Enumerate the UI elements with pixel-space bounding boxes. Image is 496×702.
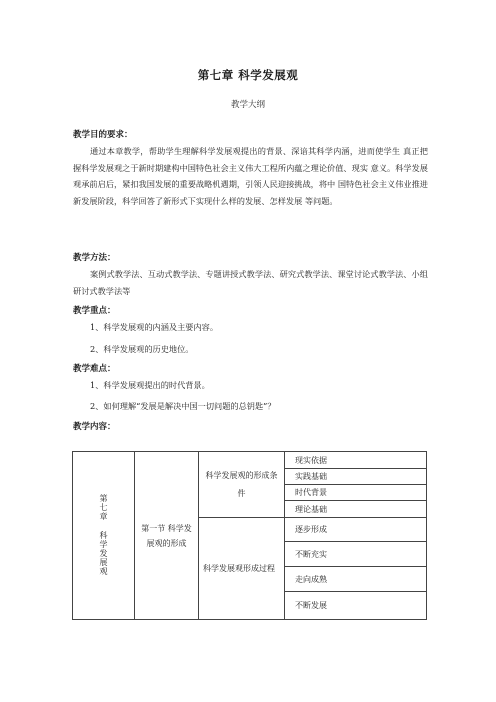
group-label-process: 科学发展观形成过程: [199, 518, 285, 620]
objectives-line: 蕴之理论价值、现实 意义。科学发展观承前启后，紧扣我国发展的重要战略机: [73, 162, 428, 189]
content-heading: 教学内容：: [73, 422, 116, 432]
difficulty-item: 2、如何理解“发展是解决中国一切问题的总钥匙”？: [90, 401, 276, 411]
content-outline-table: [72, 451, 427, 620]
outline-item: 实践基础: [285, 469, 427, 485]
outline-item: 不断发展: [285, 592, 427, 620]
methods-text: [73, 266, 428, 299]
outline-item: 逐步形成: [285, 518, 427, 542]
objectives-line: 答了新形式下实现什么样的发展、怎样发展 等问题。: [146, 195, 338, 206]
objectives-heading: 教学目的要求：: [73, 130, 133, 140]
outline-item: 现实依据: [285, 452, 427, 469]
objectives-text: [73, 143, 428, 209]
objectives-line: 而使学生 真正把握科学发展观之于新时期建构中国特色社会主义伟大工程所内: [73, 146, 428, 173]
chapter-title: 第七章 科学发展观: [197, 68, 299, 82]
document-subtitle: 教学大纲: [230, 100, 265, 110]
outline-item: 不断充实: [285, 542, 427, 567]
methods-line: 案例式教学法、互动式教学法、专题讲授式教学法、研究式教学法、课堂讨: [90, 269, 363, 279]
chapter-label: 第七章 科学发展观: [99, 493, 108, 576]
difficulties-heading: 教学难点：: [73, 364, 116, 374]
outline-item: 走向成熟: [285, 567, 427, 592]
outline-item: 理论基础: [285, 501, 427, 518]
key-point-item: 1、科学发展观的内涵及主要内容。: [90, 322, 219, 332]
methods-heading: 教学方法：: [73, 253, 116, 263]
group-label-conditions: 科学发展观的形成条件: [199, 452, 285, 518]
objectives-line: 遇期，引领人民迎接挑战，将中 国特色社会主义伟业推进新发展阶段，科学回: [73, 179, 428, 206]
difficulty-item: 1、科学发展观提出的时代背景。: [90, 380, 210, 390]
key-point-item: 2、科学发展观的历史地位。: [90, 344, 194, 354]
outline-item: 时代背景: [285, 485, 427, 501]
objectives-line: 通过本章教学，帮助学生理解科学发展观提出的背景、深谙其科学内涵，进: [90, 146, 367, 156]
key-points-heading: 教学重点：: [73, 306, 116, 316]
chapter-cell: [73, 452, 135, 620]
section-cell: 第一节 科学发展观的形成: [135, 452, 199, 620]
methods-line: 论式教学法、小组研讨式教学法等: [73, 269, 428, 296]
